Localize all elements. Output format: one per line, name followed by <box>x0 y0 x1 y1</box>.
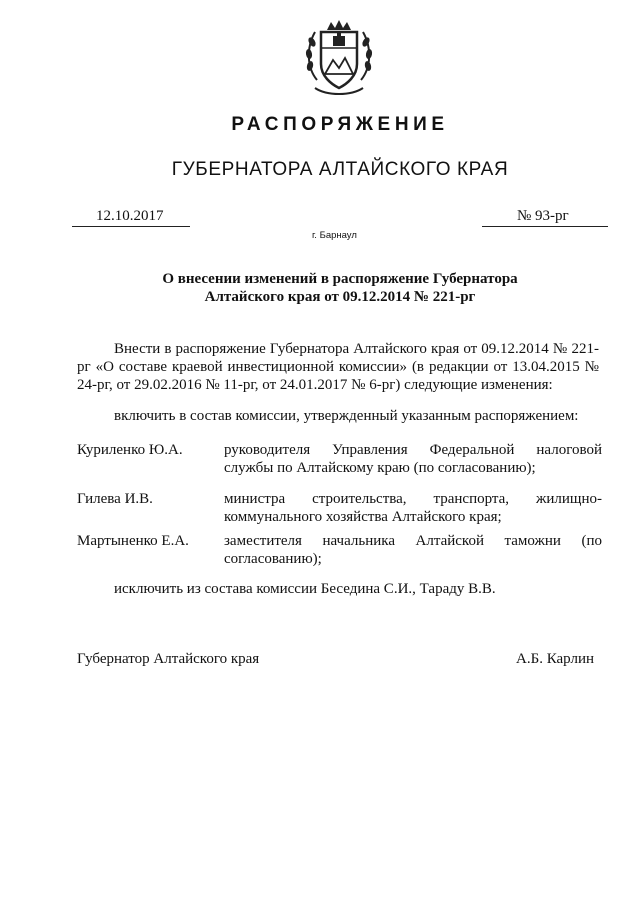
document-date: 12.10.2017 <box>96 208 164 224</box>
member-role <box>224 441 602 477</box>
document-type-title: РАСПОРЯЖЕНИЕ <box>231 114 449 135</box>
exclude-instruction: исключить из состава комиссии Беседина С.И., Тараду В.В. <box>114 581 496 597</box>
date-underline <box>72 226 190 227</box>
signer-name: А.Б. Карлин <box>516 651 595 667</box>
document-authority: ГУБЕРНАТОРА АЛТАЙСКОГО КРАЯ <box>171 159 509 180</box>
altai-krai-coat-of-arms-icon <box>303 18 375 96</box>
signer-title: Губернатор Алтайского края <box>77 651 260 667</box>
member-role-rest: согласованию); <box>224 551 322 567</box>
member-role-line: заместителя начальника Алтайской таможни (по <box>224 533 602 549</box>
document-city: г. Барнаул <box>312 230 357 241</box>
member-role-line: руководителя Управления Федеральной налоговой <box>224 442 602 458</box>
member-role-line: министра строительства, транспорта, жилищно- <box>224 491 602 507</box>
member-role-rest: коммунального хозяйства Алтайского края; <box>224 509 502 525</box>
number-underline <box>482 226 608 227</box>
subject-line-2: Алтайского края от 09.12.2014 № 221-рг <box>204 289 476 305</box>
intro-paragraph: Внести в распоряжение Губернатора Алтайского края от 09.12.2014 № 221-рг «О составе краевой инвестиционной комиссии» (в редакции от 13.04.2015 № 24-рг, от 29.02.2016 № 11-рг, от 24.01.2017 № 6-рг) следующие изменения: <box>77 341 599 393</box>
member-role-rest: службы по Алтайскому краю (по согласованию); <box>224 460 536 476</box>
include-instruction: включить в состав комиссии, утвержденный указанным распоряжением: <box>114 408 579 424</box>
member-role <box>224 490 602 526</box>
document-subject <box>120 270 560 306</box>
member-role <box>224 532 602 568</box>
document-number: № 93-рг <box>517 208 569 224</box>
member-name: Куриленко Ю.А. <box>77 442 183 458</box>
member-name: Мартыненко Е.А. <box>77 533 189 549</box>
member-name: Гилева И.В. <box>77 491 153 507</box>
subject-line-1: О внесении изменений в распоряжение Губернатора <box>162 271 518 287</box>
